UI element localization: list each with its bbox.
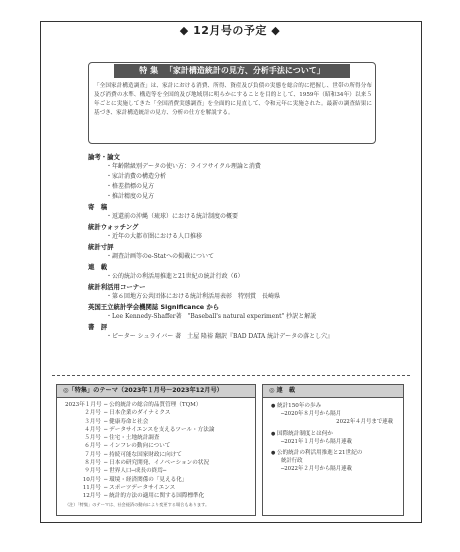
theme-row	[65, 442, 255, 450]
serial-item	[271, 430, 397, 446]
section-item: ・ピーター シュライバー 著 土屋 隆裕 翻訳『BAD DATA 統計データの落とし穴』	[106, 333, 334, 340]
section-item: ・格差指標の見方	[106, 183, 155, 190]
serial-subtext: ─2022年２月号から隔月連載	[281, 466, 352, 473]
feature-description: 「全国家計構造調査」は、家計における消費、所得、資産及び負債の実態を総合的に把握し、世帯の所得分布及び消費の水準、構造等を全国的及び地域別に明らかにすることを目的として、1959年（昭和34年）以来５年ごとに実施してきた「全国消費実態調査」を全面的に見直して、令和元年に実施された。最新の調査結果に基づき、家計構造統計の見方、分析の仕方を解説する。	[94, 83, 372, 116]
theme-month: ４月号	[84, 426, 101, 433]
section-item: ・Lee Kennedy-Shaffer著 "Baseball's natural experiment" 抄訳と解説	[106, 313, 317, 320]
serial-subtext: ─2020年８月号から隔月	[281, 411, 342, 418]
theme-row	[65, 401, 255, 409]
section-title: 統計寸評	[88, 243, 114, 251]
serial-title: ● 統計150年の歩み	[271, 402, 397, 410]
divider	[52, 375, 410, 376]
serial-title: ● 公的統計の利活用推進と21世紀の	[271, 449, 397, 457]
section-title: 英国王立統計学会機関誌 Significance から	[88, 303, 220, 311]
serial-item	[271, 402, 397, 427]
theme-note: （注）「特集」のテーマは、社会経済の動向により変更する場合もあります。	[65, 501, 210, 507]
theme-row	[65, 434, 255, 442]
theme-month: ５月号	[84, 435, 101, 442]
theme-month: ８月号	[84, 460, 101, 467]
theme-topic: ─ 公的統計の総合的品質管理（TQM）	[104, 402, 202, 408]
theme-topic: ─ インフレの動向について	[104, 443, 171, 450]
serial-item	[271, 449, 397, 474]
section-item: ・公的統計の利活用推進と21世紀の統計行政（6）	[106, 273, 244, 280]
contents-list	[88, 152, 388, 342]
feature-label: 特 集	[139, 66, 159, 75]
theme-topic: ─ スポーツデータサイエンス	[104, 484, 176, 491]
section-title: 統計ウォッチング	[88, 223, 139, 231]
theme-box	[56, 384, 256, 516]
theme-month: ６月号	[84, 443, 101, 450]
theme-row	[65, 467, 255, 475]
theme-list	[57, 398, 255, 501]
theme-row	[65, 459, 255, 467]
section-title: 統計利活用コーナー	[88, 283, 146, 291]
serial-box-heading: ◎ 連 載	[263, 385, 403, 398]
theme-topic: ─ 健康寿命と社会	[104, 418, 149, 425]
theme-row	[65, 451, 255, 459]
theme-row	[65, 484, 255, 492]
section-item: ・年齢階級別データの使い方：ライフサイクル理論と消費	[106, 163, 261, 170]
theme-topic: ─ 世界人口─成長の終焉─	[104, 468, 167, 475]
feature-heading	[114, 64, 350, 78]
serial-title: ● 国際統計制度とは何か	[271, 430, 397, 438]
serial-list	[263, 398, 403, 474]
theme-topic: ─ 日本の研究開発、イノベーションの状況	[104, 460, 210, 467]
section-item: ・第６回地方公共団体における統計利活用表彰 特別賞 長崎県	[106, 293, 281, 300]
theme-row	[65, 492, 255, 500]
theme-topic: ─ データサイエンスを支えるツール・方法論	[104, 426, 215, 433]
feature-title: 「家計構造統計の見方、分析手法について」	[164, 66, 325, 75]
theme-row	[65, 418, 255, 426]
theme-month: ３月号	[84, 418, 101, 425]
serial-subtext: 2022年４月号まで連載	[336, 419, 393, 426]
theme-topic: ─ 統計的方法の適用に関する国際標準化	[104, 493, 205, 500]
serial-subtext: 統計行政	[281, 458, 303, 465]
theme-row	[65, 476, 255, 484]
theme-month: ７月号	[84, 451, 101, 458]
section-item: ・推計精度の見方	[106, 193, 155, 200]
theme-month: 12月号	[82, 493, 101, 500]
theme-month: ９月号	[84, 468, 101, 475]
page-title: ◆ 12月号の予定 ◆	[179, 24, 281, 37]
theme-row	[65, 409, 255, 417]
section-item: ・近年の大都市圏における人口推移	[106, 233, 203, 240]
section-item: ・調査計画等のe-Statへの掲載について	[106, 253, 214, 260]
theme-month: 10月号	[82, 476, 101, 483]
theme-topic: ─ 環境・経済関係の「見える化」	[104, 476, 188, 483]
serial-box	[262, 384, 404, 516]
theme-topic: ─ 住宅・土地統計調査	[104, 435, 160, 442]
theme-row	[65, 426, 255, 434]
theme-month: 2023年１月号	[65, 402, 102, 408]
theme-month: 11月号	[82, 484, 101, 491]
section-title: 書 評	[88, 323, 108, 331]
section-title: 寄 稿	[88, 203, 108, 211]
serial-subtext: ─2021年１月号から隔月連載	[281, 438, 352, 445]
theme-box-heading: ◎「特集」のテーマ（2023年１月号～2023年12月号）	[57, 385, 255, 398]
theme-month: ２月号	[84, 410, 101, 417]
theme-topic: ─ 日本企業のダイナミクス	[104, 410, 171, 417]
theme-topic: ─ 持続可能な国家財政に向けて	[104, 451, 182, 458]
section-item: ・家計消費の構造分析	[106, 173, 167, 180]
section-title: 論考・論文	[88, 153, 120, 161]
section-title: 連 載	[88, 263, 108, 271]
section-item: ・返還前の沖縄（琉球）における統計制度の概要	[106, 213, 239, 220]
